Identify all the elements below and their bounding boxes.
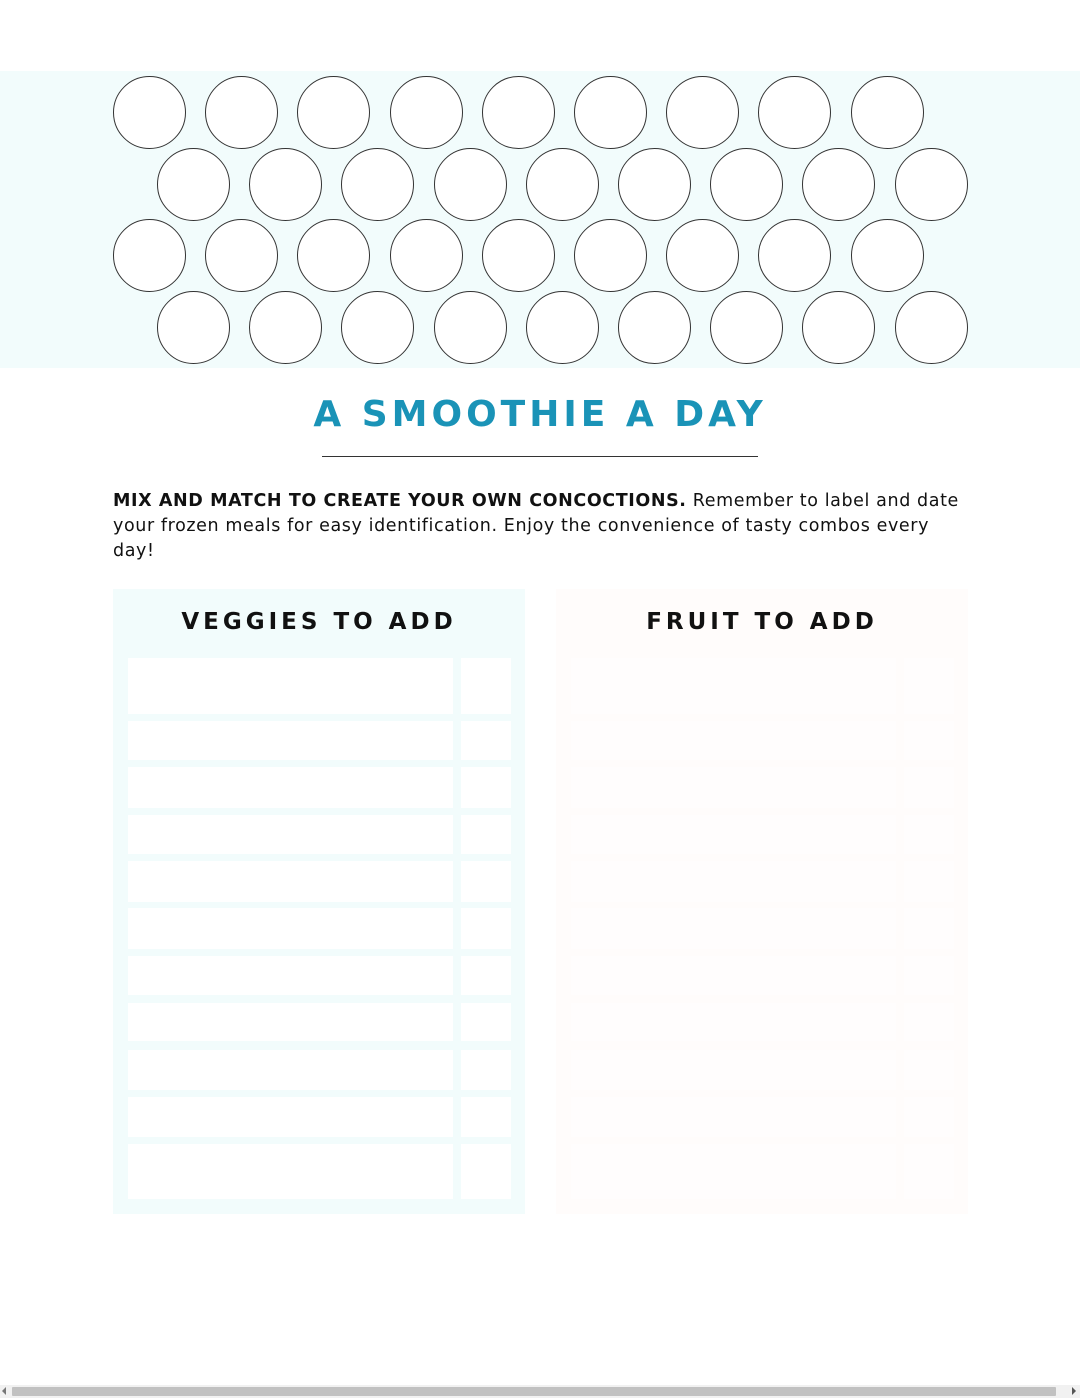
veggies-name-cell[interactable] [128,1097,453,1137]
smoothie-tracker-circle[interactable] [157,291,230,364]
veggies-quantity-cell[interactable] [461,956,511,995]
smoothie-tracker-circle[interactable] [802,148,875,221]
fruit-name-cell[interactable] [571,658,896,714]
fruit-list-row [556,861,968,902]
fruit-quantity-cell[interactable] [904,861,954,902]
veggies-quantity-cell[interactable] [461,1003,511,1041]
smoothie-tracker-circle[interactable] [297,76,370,149]
veggies-quantity-cell[interactable] [461,1050,511,1090]
veggies-list-row [113,1144,525,1199]
smoothie-tracker-circle[interactable] [758,76,831,149]
veggies-list-row [113,1003,525,1041]
veggies-list-row [113,721,525,760]
smoothie-tracker-circle[interactable] [113,219,186,292]
fruit-list-row [556,908,968,949]
smoothie-tracker-circle[interactable] [390,219,463,292]
veggies-panel-title: VEGGIES TO ADD [181,609,457,635]
smoothie-tracker-circle[interactable] [618,148,691,221]
fruit-list-row [556,1050,968,1090]
veggies-quantity-cell[interactable] [461,721,511,760]
fruit-name-cell[interactable] [571,767,896,808]
fruit-quantity-cell[interactable] [904,658,954,714]
fruit-quantity-cell[interactable] [904,908,954,949]
scroll-left-arrow-icon[interactable] [2,1387,6,1395]
fruit-name-cell[interactable] [571,908,896,949]
fruit-list-row [556,815,968,854]
fruit-list-row [556,1097,968,1137]
smoothie-tracker-circle[interactable] [574,219,647,292]
fruit-name-cell[interactable] [571,721,896,760]
fruit-quantity-cell[interactable] [904,1050,954,1090]
fruit-quantity-cell[interactable] [904,815,954,854]
veggies-list-row [113,861,525,902]
veggies-name-cell[interactable] [128,861,453,902]
intro-body: Remember to label and date your frozen meals for easy identification. Enjoy the convenience of tasty combos every day! [113,491,959,561]
fruit-quantity-cell[interactable] [904,1097,954,1137]
fruit-quantity-cell[interactable] [904,1144,954,1199]
fruit-name-cell[interactable] [571,861,896,902]
veggies-list-row [113,908,525,949]
smoothie-tracker-circle[interactable] [526,291,599,364]
intro-bold-lead: MIX AND MATCH TO CREATE YOUR OWN CONCOCTIONS. [113,491,687,511]
fruit-list-row [556,721,968,760]
fruit-name-cell[interactable] [571,1097,896,1137]
veggies-list-row [113,1097,525,1137]
smoothie-tracker-circle[interactable] [157,148,230,221]
veggies-name-cell[interactable] [128,721,453,760]
smoothie-tracker-circle[interactable] [666,219,739,292]
smoothie-tracker-circle[interactable] [851,219,924,292]
veggies-quantity-cell[interactable] [461,861,511,902]
fruit-name-cell[interactable] [571,1144,896,1199]
veggies-quantity-cell[interactable] [461,908,511,949]
smoothie-tracker-circle[interactable] [434,148,507,221]
page-title: A SMOOTHIE A DAY [313,394,767,435]
horizontal-scrollbar[interactable] [0,1385,1080,1398]
fruit-name-cell[interactable] [571,1050,896,1090]
fruit-quantity-cell[interactable] [904,1003,954,1041]
veggies-quantity-cell[interactable] [461,815,511,854]
smoothie-tracker-circle[interactable] [205,219,278,292]
veggies-name-cell[interactable] [128,1003,453,1041]
veggies-quantity-cell[interactable] [461,658,511,714]
veggies-quantity-cell[interactable] [461,1144,511,1199]
veggies-name-cell[interactable] [128,956,453,995]
smoothie-tracker-circle[interactable] [710,291,783,364]
veggies-name-cell[interactable] [128,767,453,808]
fruit-name-cell[interactable] [571,956,896,995]
smoothie-tracker-circle[interactable] [618,291,691,364]
smoothie-tracker-circle[interactable] [297,219,370,292]
veggies-list-row [113,1050,525,1090]
fruit-list-row [556,767,968,808]
fruit-list-row [556,1003,968,1041]
smoothie-tracker-circle[interactable] [249,291,322,364]
smoothie-tracker-circle[interactable] [434,291,507,364]
veggies-panel [113,589,525,1214]
smoothie-tracker-circle[interactable] [390,76,463,149]
smoothie-tracker-circle[interactable] [482,219,555,292]
veggies-quantity-cell[interactable] [461,1097,511,1137]
fruit-quantity-cell[interactable] [904,767,954,808]
fruit-quantity-cell[interactable] [904,956,954,995]
veggies-name-cell[interactable] [128,658,453,714]
intro-paragraph [113,489,968,564]
veggies-name-cell[interactable] [128,815,453,854]
smoothie-tracker-circle[interactable] [341,291,414,364]
veggies-name-cell[interactable] [128,1050,453,1090]
fruit-panel-title: FRUIT TO ADD [646,609,878,635]
smoothie-tracker-circle[interactable] [482,76,555,149]
fruit-name-cell[interactable] [571,1003,896,1041]
scrollbar-thumb[interactable] [12,1387,1056,1396]
smoothie-tracker-circle[interactable] [113,76,186,149]
veggies-name-cell[interactable] [128,908,453,949]
smoothie-tracker-circle[interactable] [758,219,831,292]
smoothie-tracker-band [0,71,1080,368]
veggies-list-row [113,767,525,808]
veggies-list-row [113,815,525,854]
fruit-list-row [556,658,968,714]
veggies-quantity-cell[interactable] [461,767,511,808]
smoothie-tracker-circle[interactable] [851,76,924,149]
smoothie-tracker-circle[interactable] [249,148,322,221]
veggies-name-cell[interactable] [128,1144,453,1199]
veggies-list-row [113,956,525,995]
fruit-name-cell[interactable] [571,815,896,854]
smoothie-tracker-circle[interactable] [802,291,875,364]
fruit-quantity-cell[interactable] [904,721,954,760]
smoothie-tracker-circle[interactable] [341,148,414,221]
smoothie-tracker-circle[interactable] [710,148,783,221]
fruit-panel [556,589,968,1214]
smoothie-tracker-circle[interactable] [574,76,647,149]
smoothie-tracker-circle[interactable] [895,291,968,364]
fruit-list-row [556,956,968,995]
title-divider [322,456,758,457]
smoothie-tracker-circle[interactable] [526,148,599,221]
scroll-right-arrow-icon[interactable] [1072,1387,1076,1395]
veggies-list-row [113,658,525,714]
smoothie-tracker-circle[interactable] [205,76,278,149]
fruit-list-row [556,1144,968,1199]
smoothie-tracker-circle[interactable] [666,76,739,149]
smoothie-tracker-circle[interactable] [895,148,968,221]
